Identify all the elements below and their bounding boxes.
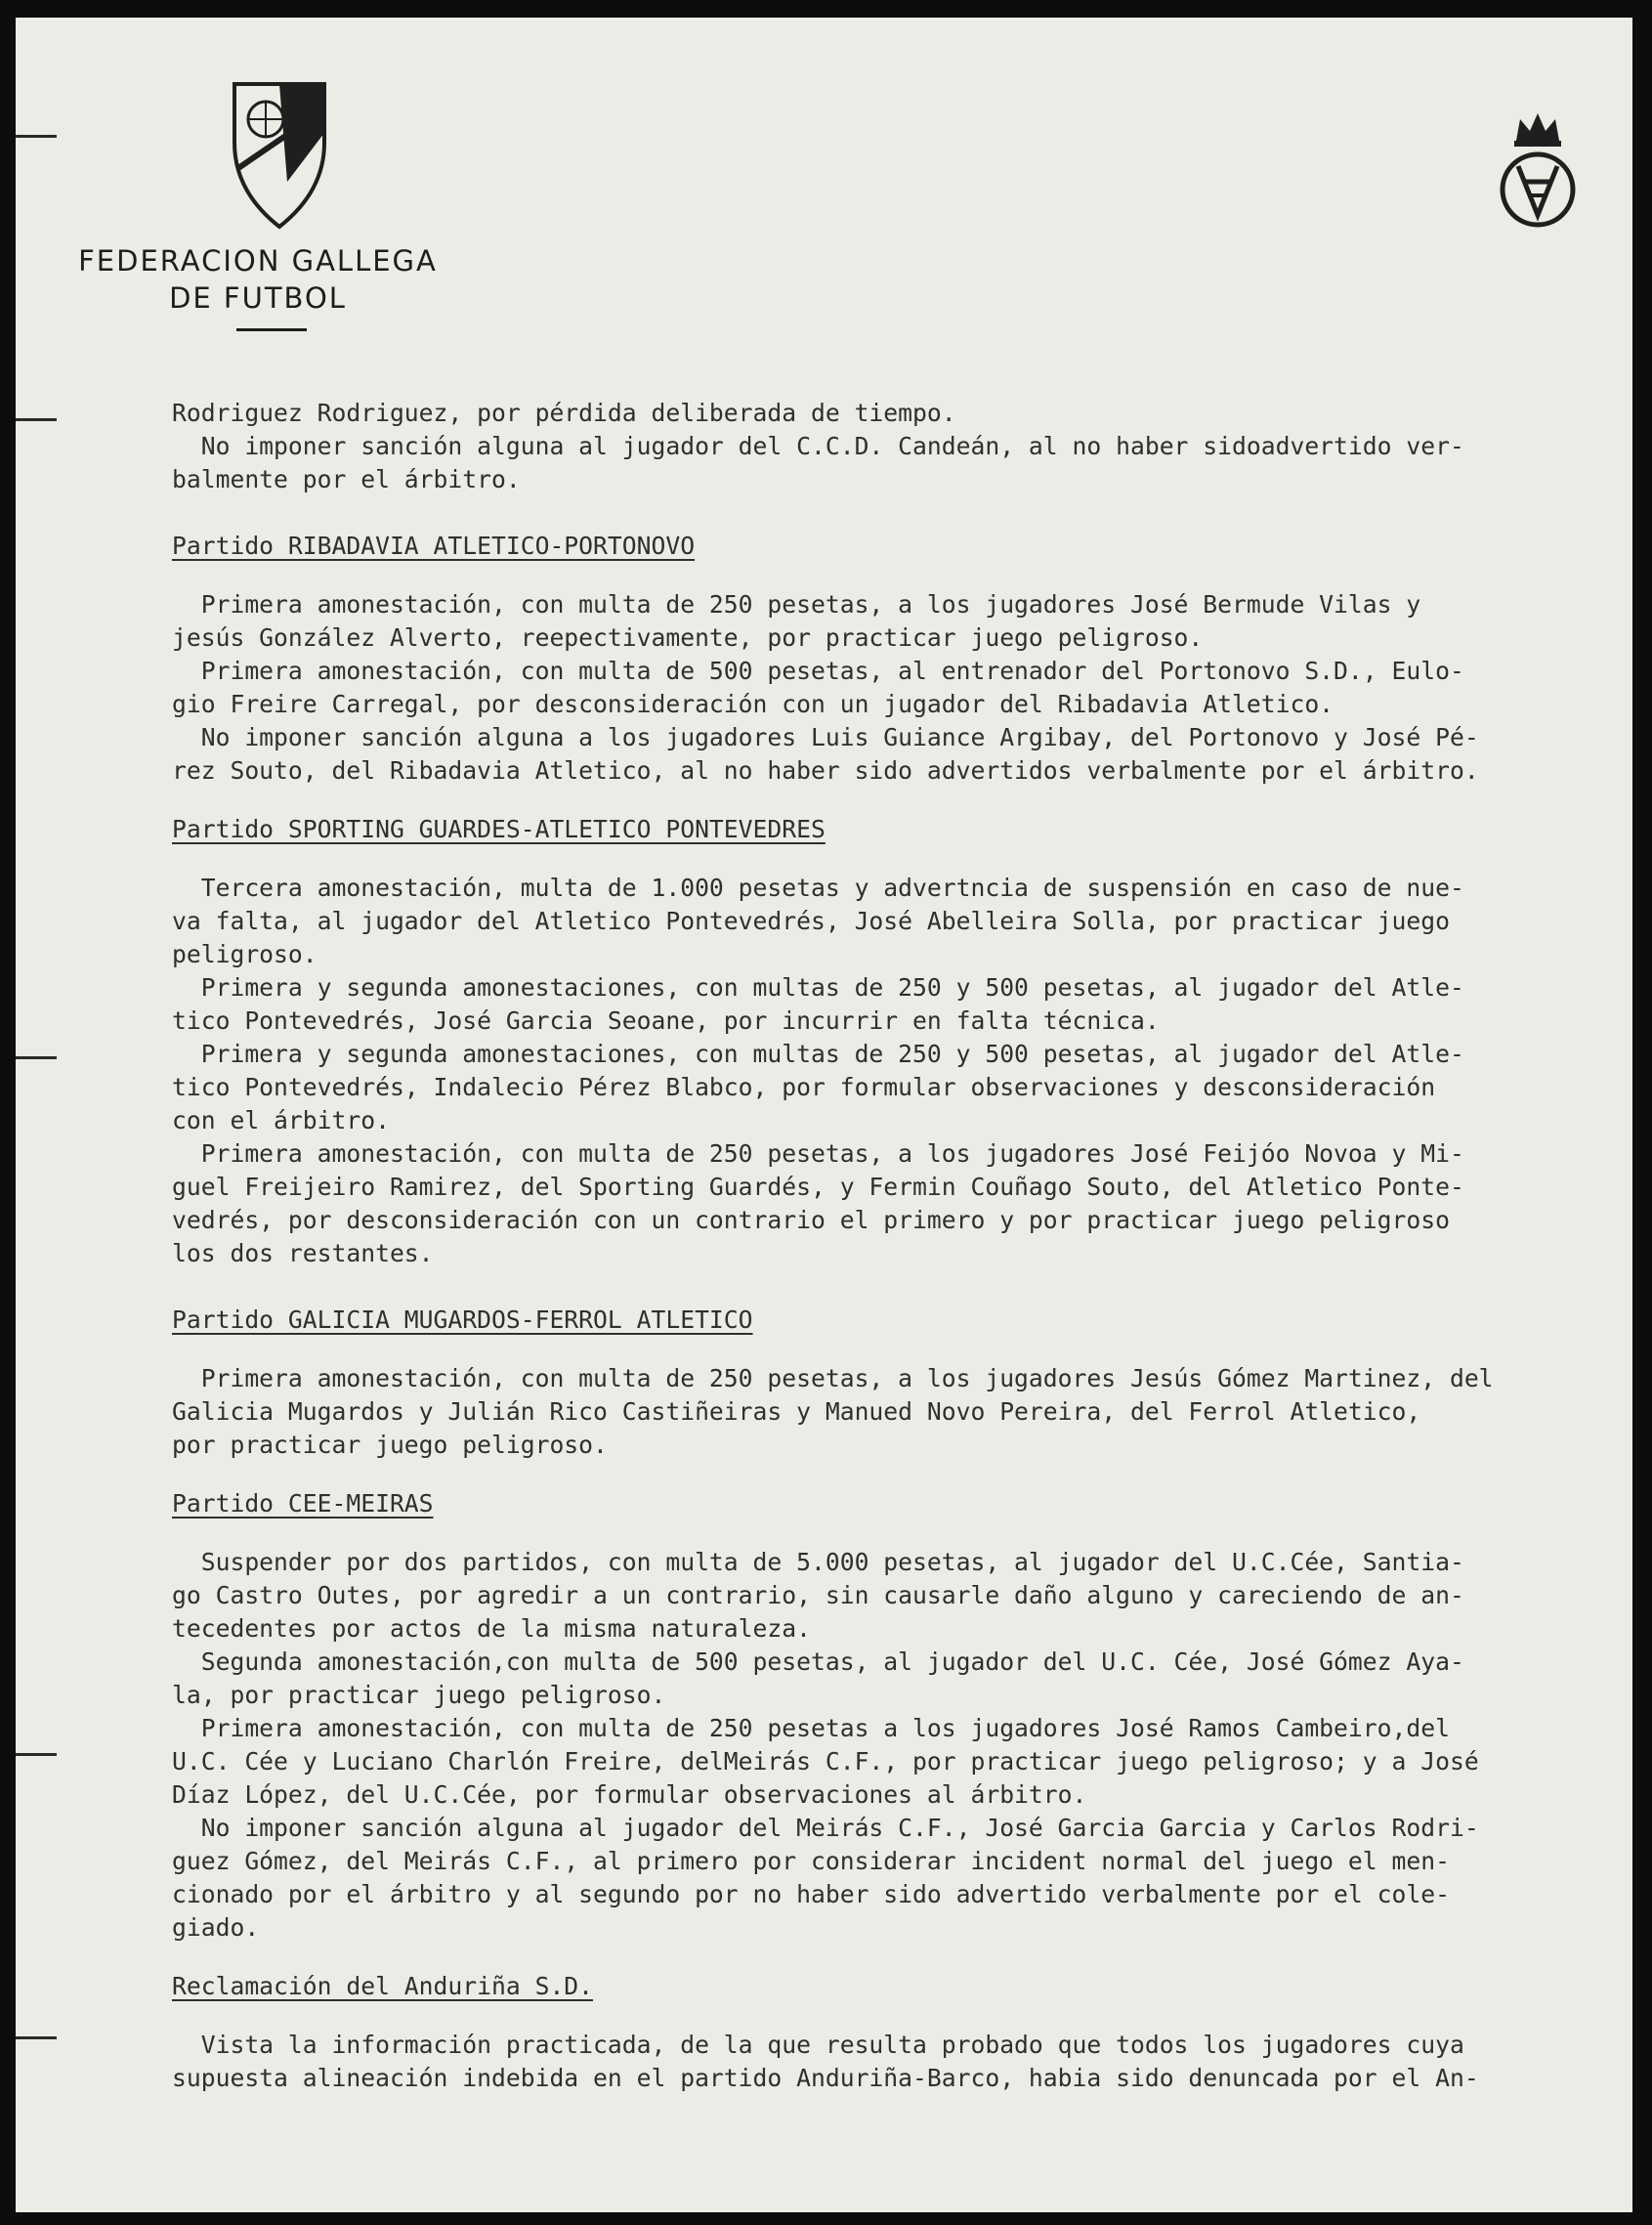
section-heading: Partido RIBADAVIA ATLETICO-PORTONOVO — [172, 532, 696, 560]
spacer — [172, 1337, 1632, 1362]
text-line: guel Freijeiro Ramirez, del Sporting Guardés, y Fermin Couñago Souto, del Atletico Ponte- — [172, 1173, 1464, 1201]
section-heading: Partido GALICIA MUGARDOS-FERROL ATLETICO — [172, 1305, 753, 1334]
spacer — [172, 1270, 1632, 1304]
text-line: Primera y segunda amonestaciones, con multas de 250 y 500 pesetas, al jugador del Atle- — [172, 973, 1464, 1002]
text-line: Rodriguez Rodriguez, por pérdida deliberada de tiempo. — [172, 399, 956, 427]
text-line: la, por practicar juego peligroso. — [172, 1681, 666, 1709]
spacer — [172, 2003, 1632, 2029]
header-rule — [236, 328, 307, 331]
text-line: giado. — [172, 1913, 260, 1942]
document-body — [172, 397, 1632, 2095]
document-page — [16, 18, 1632, 2212]
shield-crest-icon — [229, 74, 330, 233]
section-heading: Partido CEE-MEIRAS — [172, 1489, 434, 1518]
text-line: Tercera amonestación, multa de 1.000 pesetas y advertncia de suspensión en caso de nue- — [172, 874, 1464, 902]
text-line: va falta, al jugador del Atletico Pontevedrés, José Abelleira Solla, por practicar juego — [172, 907, 1450, 935]
text-line: los dos restantes. — [172, 1239, 434, 1267]
text-line: Primera amonestación, con multa de 250 pesetas, a los jugadores José Bermude Vilas y — [172, 590, 1421, 619]
spacer — [172, 1945, 1632, 1970]
spacer — [172, 563, 1632, 588]
text-line: Primera amonestación, con multa de 250 pesetas, a los jugadores Jesús Gómez Martinez, del — [172, 1364, 1494, 1392]
text-line: gio Freire Carregal, por desconsideración con un jugador del Ribadavia Atletico. — [172, 690, 1334, 718]
text-line: No imponer sanción alguna al jugador del C.C.D. Candeán, al no haber sidoadvertido ver- — [172, 432, 1464, 460]
binding-mark — [16, 418, 57, 421]
text-line: tico Pontevedrés, José Garcia Seoane, por incurrir en falta técnica. — [172, 1006, 1160, 1035]
binding-mark — [16, 1753, 57, 1756]
rfef-crown-emblem-icon — [1491, 106, 1585, 233]
text-line: rez Souto, del Ribadavia Atletico, al no haber sido advertidos verbalmente por el árbitro. — [172, 756, 1479, 785]
text-line: guez Gómez, del Meirás C.F., al primero por considerar incident normal del juego el men- — [172, 1847, 1450, 1875]
text-line: con el árbitro. — [172, 1106, 390, 1134]
text-line: No imponer sanción alguna al jugador del Meirás C.F., José Garcia Garcia y Carlos Rodri- — [172, 1814, 1479, 1842]
spacer — [172, 496, 1632, 530]
text-line: go Castro Outes, por agredir a un contrario, sin causarle daño alguno y careciendo de an- — [172, 1581, 1464, 1609]
text-line: Vista la información practicada, de la que resulta probado que todos los jugadores cuya — [172, 2031, 1464, 2059]
text-line: Suspender por dos partidos, con multa de 5.000 pesetas, al jugador del U.C.Cée, Santia- — [172, 1548, 1464, 1576]
federation-name-line-2: DE FUTBOL — [169, 281, 347, 315]
text-line: U.C. Cée y Luciano Charlón Freire, delMeirás C.F., por practicar juego peligroso; y a José — [172, 1747, 1479, 1776]
spacer — [172, 1462, 1632, 1487]
spacer — [172, 788, 1632, 813]
text-line: Galicia Mugardos y Julián Rico Castiñeiras y Manued Novo Pereira, del Ferrol Atletico, — [172, 1397, 1421, 1426]
text-line: Segunda amonestación,con multa de 500 pesetas, al jugador del U.C. Cée, José Gómez Aya- — [172, 1647, 1464, 1676]
spacer — [172, 846, 1632, 872]
section-heading: Reclamación del Anduriña S.D. — [172, 1972, 594, 2000]
text-line: tico Pontevedrés, Indalecio Pérez Blabco, por formular observaciones y desconsideración — [172, 1073, 1436, 1101]
binding-mark — [16, 135, 57, 138]
binding-mark — [16, 1056, 57, 1059]
text-line: jesús González Alverto, reepectivamente, por practicar juego peligroso. — [172, 623, 1204, 652]
text-line: Primera amonestación, con multa de 500 pesetas, al entrenador del Portonovo S.D., Eulo- — [172, 657, 1464, 685]
text-line: tecedentes por actos de la misma naturaleza. — [172, 1614, 811, 1643]
federation-name-line-1: FEDERACION GALLEGA — [78, 244, 438, 278]
spacer — [172, 1520, 1632, 1546]
text-line: Primera amonestación, con multa de 250 pesetas, a los jugadores José Feijóo Novoa y Mi- — [172, 1139, 1464, 1168]
section-heading: Partido SPORTING GUARDES-ATLETICO PONTEVEDRES — [172, 815, 826, 843]
text-line: vedrés, por desconsideración con un contrario el primero y por practicar juego peligroso — [172, 1206, 1450, 1234]
text-line: supuesta alineación indebida en el partido Anduriña-Barco, habia sido denuncada por el An- — [172, 2064, 1479, 2092]
text-line: balmente por el árbitro. — [172, 465, 521, 493]
binding-mark — [16, 2036, 57, 2039]
text-line: No imponer sanción alguna a los jugadores Luis Guiance Argibay, del Portonovo y José Pé- — [172, 723, 1479, 751]
text-line: por practicar juego peligroso. — [172, 1431, 608, 1459]
text-line: peligroso. — [172, 940, 318, 968]
text-line: Primera y segunda amonestaciones, con multas de 250 y 500 pesetas, al jugador del Atle- — [172, 1040, 1464, 1068]
text-line: cionado por el árbitro y al segundo por no haber sido advertido verbalmente por el cole- — [172, 1880, 1450, 1908]
text-line: Primera amonestación, con multa de 250 pesetas a los jugadores José Ramos Cambeiro,del — [172, 1714, 1450, 1742]
text-line: Díaz López, del U.C.Cée, por formular observaciones al árbitro. — [172, 1780, 1087, 1809]
federation-name — [63, 242, 453, 317]
